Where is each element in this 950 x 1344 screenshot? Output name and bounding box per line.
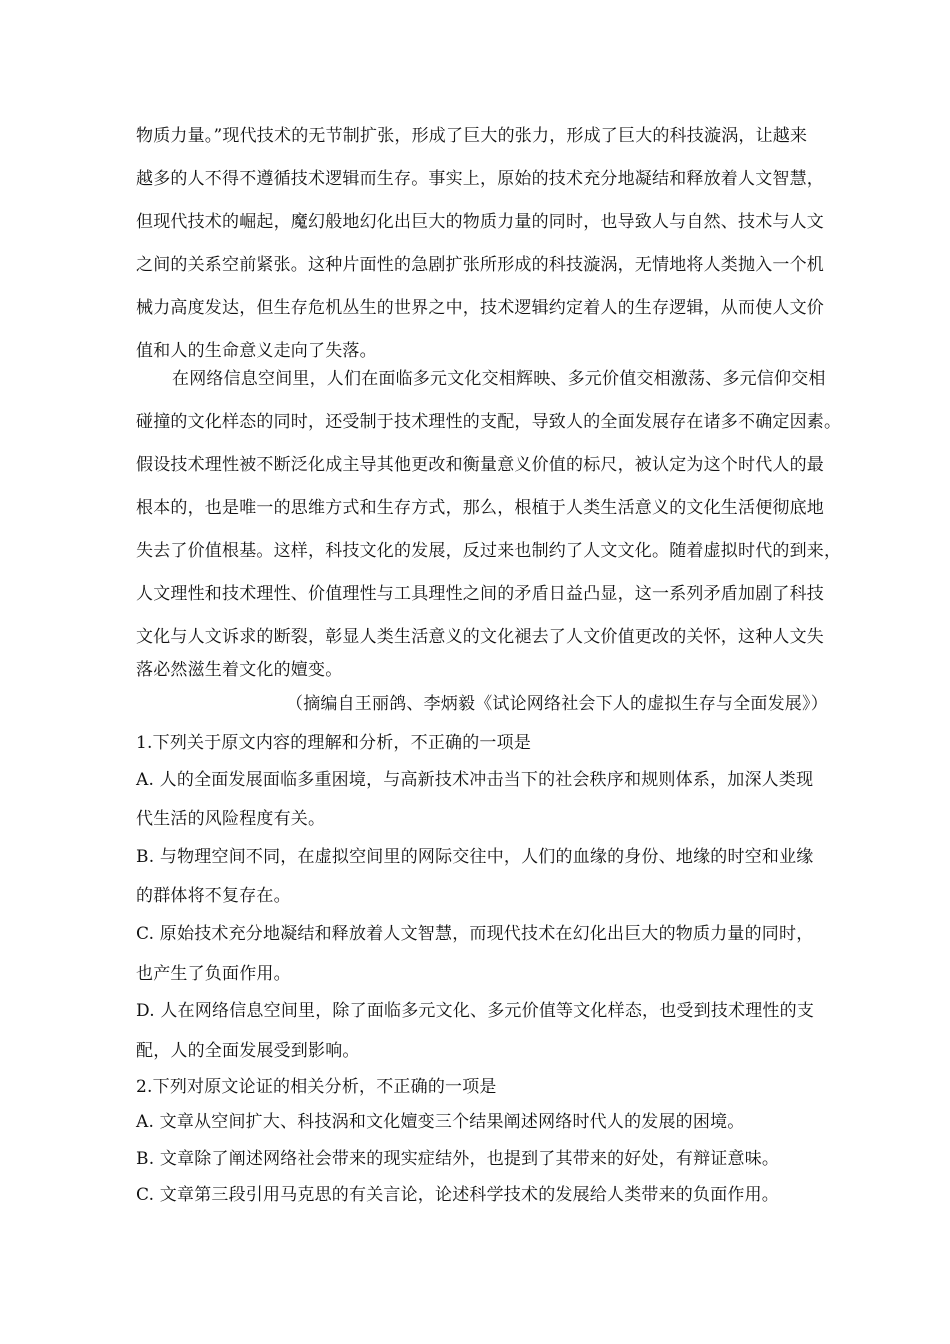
option-a: A. 文章从空间扩大、科技涡和文化嬗变三个结果阐述网络时代人的发展的困境。 <box>136 1112 745 1132</box>
passage-line: 但现代技术的崛起，魔幻般地幻化出巨大的物质力量的同时，也导致人与自然、技术与人文 <box>136 212 824 232</box>
question-stem: 2.下列对原文论证的相关分析，不正确的一项是 <box>136 1077 497 1097</box>
passage-line: 落必然滋生着文化的嬗变。 <box>136 660 343 680</box>
passage-line: 之间的关系空前紧张。这种片面性的急剧扩张所形成的科技漩涡，无情地将人类抛入一个机 <box>136 255 824 275</box>
passage-line: 物质力量。”现代技术的无节制扩张，形成了巨大的张力，形成了巨大的科技漩涡，让越来 <box>136 126 808 146</box>
passage-line: 械力高度发达，但生存危机丛生的世界之中，技术逻辑约定着人的生存逻辑，从而使人文价 <box>136 298 824 318</box>
option-a: A. 人的全面发展面临多重困境，与高新技术冲击当下的社会秩序和规则体系，加深人类现 <box>136 770 814 790</box>
passage-line: 根本的，也是唯一的思维方式和生存方式，那么，根植于人类生活意义的文化生活便彻底地 <box>136 498 824 518</box>
passage-line: 碰撞的文化样态的同时，还受制于技术理性的支配，导致人的全面发展存在诸多不确定因素。 <box>136 412 842 432</box>
option-b-continued: 的群体将不复存在。 <box>136 886 291 906</box>
option-b: B. 与物理空间不同，在虚拟空间里的网际交往中，人们的血缘的身份、地缘的时空和业缘 <box>136 847 814 867</box>
option-a-continued: 代生活的风险程度有关。 <box>136 809 326 829</box>
option-c: C. 原始技术充分地凝结和释放着人文智慧，而现代技术在幻化出巨大的物质力量的同时， <box>136 924 814 944</box>
passage-source: （摘编自王丽鸽、李炳毅《试论网络社会下人的虚拟生存与全面发展》） <box>286 694 828 714</box>
option-c: C. 文章第三段引用马克思的有关言论，论述科学技术的发展给人类带来的负面作用。 <box>136 1185 780 1205</box>
option-d-continued: 配，人的全面发展受到影响。 <box>136 1041 360 1061</box>
passage-line: 假设技术理性被不断泛化成主导其他更改和衡量意义价值的标尺，被认定为这个时代人的最 <box>136 455 824 475</box>
passage-line: 文化与人文诉求的断裂，彰显人类生活意义的文化褪去了人文价值更改的关怀，这种人文失 <box>136 627 824 647</box>
passage-line: 在网络信息空间里，人们在面临多元文化交相辉映、多元价值交相激荡、多元信仰交相 <box>172 369 826 389</box>
passage-line: 人文理性和技术理性、价值理性与工具理性之间的矛盾日益凸显，这一系列矛盾加剧了科技 <box>136 584 824 604</box>
passage-line: 越多的人不得不遵循技术逻辑而生存。事实上，原始的技术充分地凝结和释放着人文智慧， <box>136 169 824 189</box>
question-stem: 1.下列关于原文内容的理解和分析，不正确的一项是 <box>136 733 532 753</box>
option-b: B. 文章除了阐述网络社会带来的现实症结外，也提到了其带来的好处，有辩证意味。 <box>136 1149 780 1169</box>
passage-line: 值和人的生命意义走向了失落。 <box>136 341 377 361</box>
option-d: D. 人在网络信息空间里，除了面临多元文化、多元价值等文化样态，也受到技术理性的支 <box>136 1001 815 1021</box>
passage-line: 失去了价值根基。这样，科技文化的发展，反过来也制约了人文文化。随着虚拟时代的到来， <box>136 541 842 561</box>
option-c-continued: 也产生了负面作用。 <box>136 964 291 984</box>
